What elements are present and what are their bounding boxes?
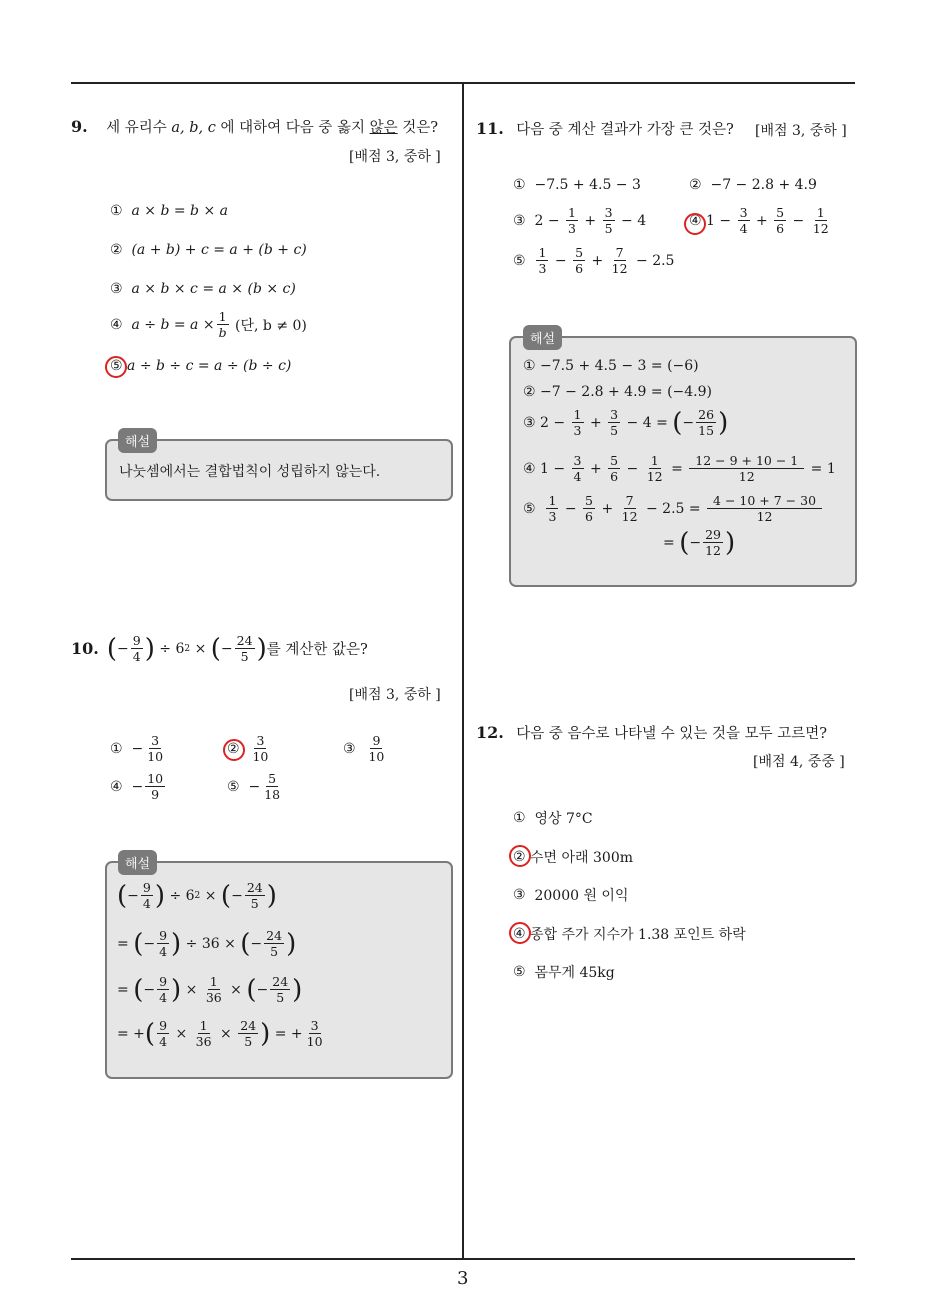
answer-circle-q12-4 bbox=[509, 922, 531, 944]
q10-option-1[interactable]: ① − $\frac{3}{10}$ bbox=[110, 733, 164, 765]
solution-line-2: ② −7 − 2.8 + 4.9 = (−4.9) bbox=[523, 384, 712, 400]
solution-line-2: = ( − $\frac{9}{4}$ ) ÷ 36 × ( − $\frac{24}{5}$ ) bbox=[117, 928, 297, 960]
solution-line-1: ( − $\frac{9}{4}$ ) ÷ 6 2 × ( − $\frac{24}{5}$ ) bbox=[117, 880, 277, 912]
q9-option-5[interactable]: ⑤ a ÷ b ÷ c = a ÷ (b ÷ c) bbox=[110, 358, 292, 374]
question-10: 10. ( − $\frac{9}{4}$ ) ÷ 6 2 × ( − $\frac{24}{5}$ ) 를 계산한 값은? bbox=[71, 633, 368, 665]
q9-solution-box bbox=[105, 439, 453, 501]
question-text: 다음 중 계산 결과가 가장 큰 것은? bbox=[516, 122, 734, 138]
q10-option-3[interactable]: ③ $\frac{9}{10}$ bbox=[343, 733, 385, 765]
q11-option-5[interactable]: ⑤ $\frac{1}{3}$ − $\frac{5}{6}$ + $\frac{7}{12}$ − 2.5 bbox=[513, 245, 675, 277]
solution-line-3: = ( − $\frac{9}{4}$ ) × $\frac{1}{36}$ × ( − $\frac{24}{5}$ ) bbox=[117, 974, 303, 1006]
q12-option-2[interactable]: ② 수면 아래 300m bbox=[513, 849, 634, 866]
solution-text: 나눗셈에서는 결합법칙이 성립하지 않는다. bbox=[119, 464, 381, 480]
solution-line-3: ③ 2 − $\frac{1}{3}$ + $\frac{3}{5}$ − 4 = ( − $\frac{26}{15}$ ) bbox=[523, 407, 729, 439]
column-divider bbox=[462, 82, 464, 1259]
solution-line-6: = ( − $\frac{29}{12}$ ) bbox=[663, 527, 736, 559]
question-text: 다음 중 음수로 나타낼 수 있는 것을 모두 고르면? bbox=[516, 726, 828, 742]
question-11-meta: [배점 3, 중하 ] bbox=[755, 123, 847, 139]
fraction: $\frac{1}{b}$ bbox=[218, 309, 227, 341]
q9-option-1[interactable]: ① a × b = b × a bbox=[110, 203, 228, 219]
bottom-rule bbox=[71, 1258, 855, 1260]
q9-option-4[interactable]: ④ a ÷ b = a × $\frac{1}{b}$ (단, b ≠ 0) bbox=[110, 309, 307, 341]
q10-option-4[interactable]: ④ − $\frac{10}{9}$ bbox=[110, 771, 164, 803]
q10-solution-box bbox=[105, 861, 453, 1079]
q11-solution-box bbox=[509, 336, 857, 587]
q10-option-5[interactable]: ⑤ − $\frac{5}{18}$ bbox=[227, 771, 281, 803]
question-number: 11. bbox=[476, 119, 504, 138]
question-number: 9. bbox=[71, 117, 88, 136]
answer-circle-q12-2 bbox=[509, 845, 531, 867]
question-9-meta: [배점 3, 중하 ] bbox=[349, 149, 441, 165]
question-12 bbox=[476, 722, 856, 743]
q11-solution-tag: 해설 bbox=[523, 325, 562, 350]
q11-option-3[interactable]: ③ 2 − $\frac{1}{3}$ + $\frac{3}{5}$ − 4 bbox=[513, 205, 647, 237]
q9-solution-tag: 해설 bbox=[118, 428, 157, 453]
question-number: 12. bbox=[476, 723, 504, 742]
q12-option-4[interactable]: ④ 종합 주가 지수가 1.38 포인트 하락 bbox=[513, 926, 746, 943]
question-9 bbox=[71, 116, 456, 137]
question-number: 10. bbox=[71, 639, 99, 659]
solution-line-4: = + ( $\frac{9}{4}$ × $\frac{1}{36}$ × $\frac{24}{5}$ ) = + $\frac{3}{10}$ bbox=[117, 1018, 323, 1050]
page-number: 3 bbox=[457, 1268, 469, 1289]
answer-circle-q10 bbox=[223, 739, 245, 761]
q10-option-2[interactable]: ② $\frac{3}{10}$ bbox=[227, 733, 269, 765]
q11-option-1[interactable]: ① −7.5 + 4.5 − 3 bbox=[513, 177, 641, 193]
q12-option-1[interactable]: ① 영상 7°C bbox=[513, 810, 593, 827]
q9-option-3[interactable]: ③ a × b × c = a × (b × c) bbox=[110, 281, 296, 297]
question-10-meta: [배점 3, 중하 ] bbox=[349, 687, 441, 703]
question-text: 세 유리수 a, b, c 에 대하여 다음 중 옳지 않은 것은? bbox=[106, 120, 439, 136]
q10-solution-tag: 해설 bbox=[118, 850, 157, 875]
q12-option-5[interactable]: ⑤ 몸무게 45kg bbox=[513, 964, 615, 981]
question-12-meta: [배점 4, 중중 ] bbox=[753, 754, 845, 770]
answer-circle-q9 bbox=[105, 356, 127, 378]
solution-line-4: ④ 1 − $\frac{3}{4}$ + $\frac{5}{6}$ − $\frac{1}{12}$ = $\frac{12 - 9 + 10 - 1}{12}$ = 1 bbox=[523, 453, 836, 485]
q9-option-2[interactable]: ② (a + b) + c = a + (b + c) bbox=[110, 242, 307, 258]
solution-line-5: ⑤ $\frac{1}{3}$ − $\frac{5}{6}$ + $\frac{7}{12}$ − 2.5 = $\frac{4 - 10 + 7 - 30}{12}$ bbox=[523, 493, 821, 525]
question-text: 를 계산한 값은? bbox=[266, 642, 368, 659]
q11-option-2[interactable]: ② −7 − 2.8 + 4.9 bbox=[689, 177, 817, 193]
q12-option-3[interactable]: ③ 20000 원 이익 bbox=[513, 887, 629, 904]
q11-option-4[interactable]: ④ 1 − $\frac{3}{4}$ + $\frac{5}{6}$ − $\frac{1}{12}$ bbox=[689, 205, 829, 237]
solution-line-1: ① −7.5 + 4.5 − 3 = (−6) bbox=[523, 358, 699, 374]
answer-circle-q11 bbox=[684, 213, 706, 235]
